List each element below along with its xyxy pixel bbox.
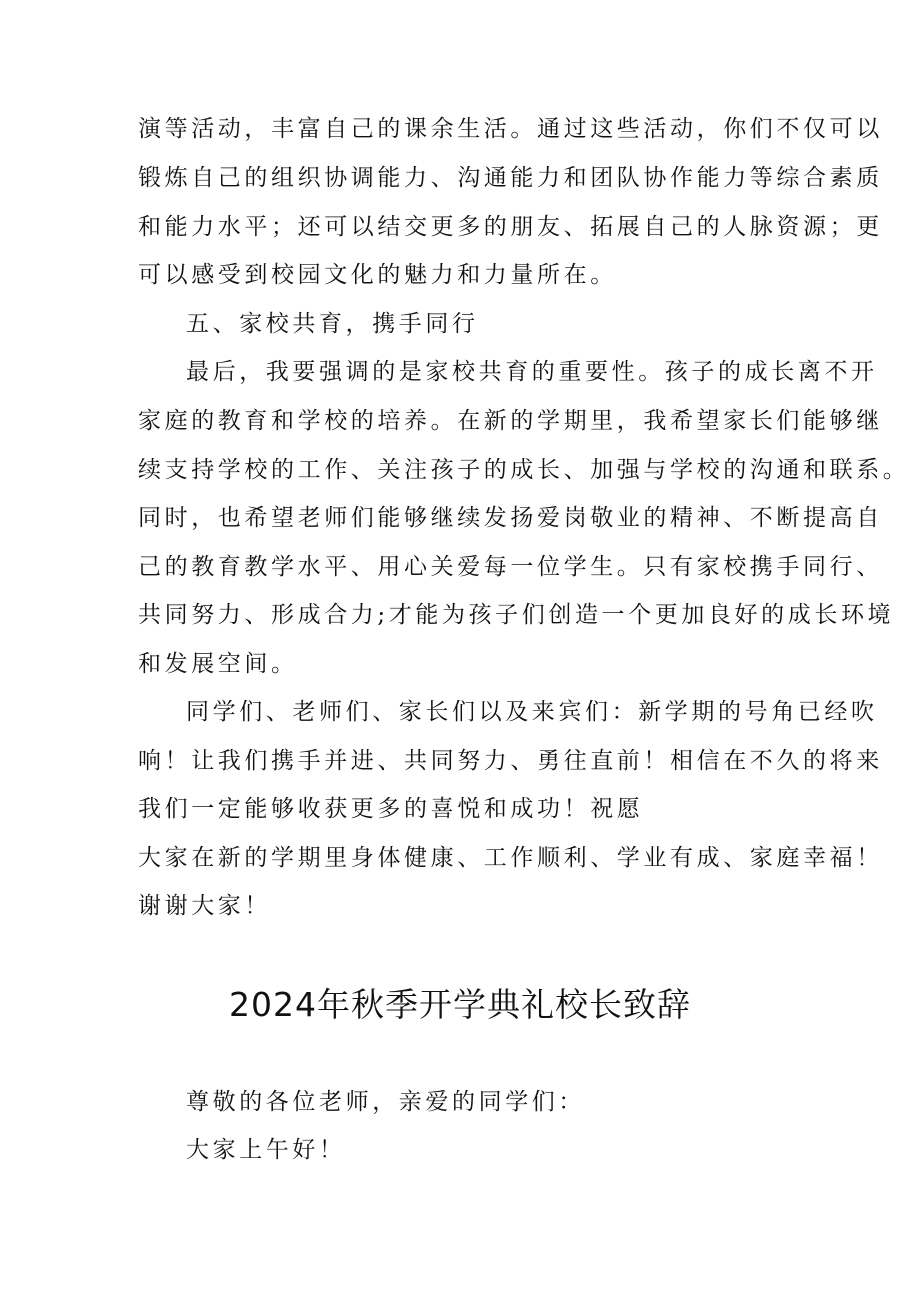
paragraph-line: 锻炼自己的组织协调能力、沟通能力和团队协作能力等综合素质	[138, 165, 883, 191]
salutation: 尊敬的各位老师，亲爱的同学们：	[186, 1089, 585, 1115]
paragraph-line: 响！让我们携手并进、共同努力、勇往直前！相信在不久的将来	[138, 748, 883, 774]
paragraph-line: 可以感受到校园文化的魅力和力量所在。	[138, 262, 617, 288]
paragraph-line: 家庭的教育和学校的培养。在新的学期里，我希望家长们能够继	[138, 408, 883, 434]
section-heading: 五、家校共育，携手同行	[186, 311, 479, 337]
paragraph-line: 谢谢大家！	[138, 893, 271, 919]
paragraph-line: 续支持学校的工作、关注孩子的成长、加强与学校的沟通和联系。	[138, 457, 910, 483]
paragraph-line: 和能力水平；还可以结交更多的朋友、拓展自己的人脉资源；更	[138, 214, 883, 240]
paragraph-line: 同学们、老师们、家长们以及来宾们：新学期的号角已经吹	[186, 699, 878, 725]
paragraph-line: 和发展空间。	[138, 651, 298, 677]
paragraph-line: 己的教育教学水平、用心关爱每一位学生。只有家校携手同行、	[138, 554, 883, 580]
paragraph-line: 同时，也希望老师们能够继续发扬爱岗敬业的精神、不断提高自	[138, 505, 883, 531]
paragraph-line: 演等活动，丰富自己的课余生活。通过这些活动，你们不仅可以	[138, 116, 883, 142]
speech-title: 2024年秋季开学典礼校长致辞	[229, 985, 691, 1024]
paragraph-line: 最后，我要强调的是家校共育的重要性。孩子的成长离不开	[186, 359, 878, 385]
paragraph-line: 我们一定能够收获更多的喜悦和成功！祝愿	[138, 796, 644, 822]
greeting: 大家上午好！	[186, 1137, 346, 1163]
paragraph-line: 共同努力、形成合力;才能为孩子们创造一个更加良好的成长环境	[138, 602, 895, 628]
paragraph-line: 大家在新的学期里身体健康、工作顺利、学业有成、家庭幸福！	[138, 845, 883, 871]
